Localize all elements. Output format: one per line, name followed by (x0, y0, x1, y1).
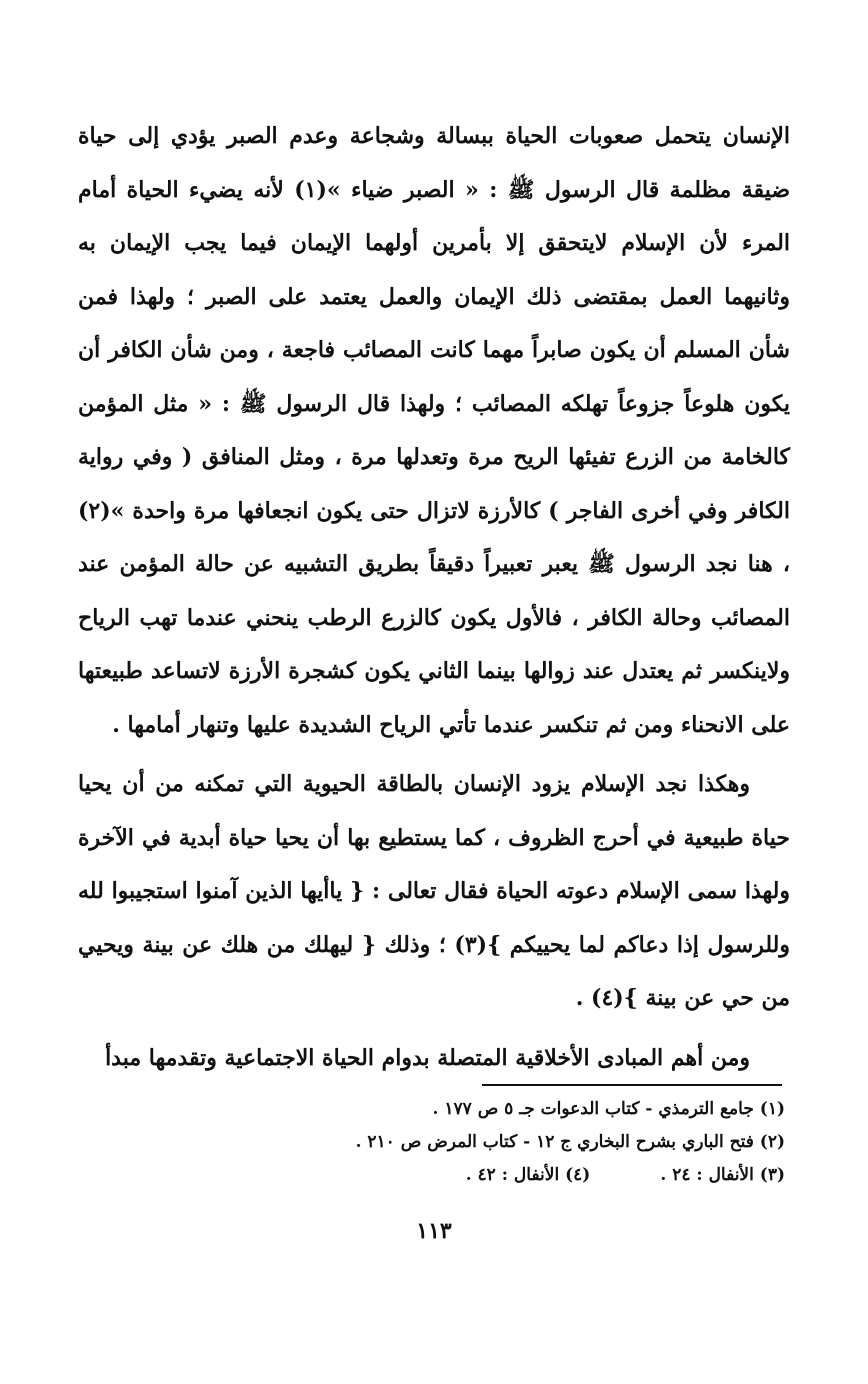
footnote-row (250, 1159, 785, 1192)
page-number: ١١٣ (416, 1218, 452, 1244)
main-text (78, 110, 790, 1085)
footnote-4: (٤) الأنفال : ٤٢ . (465, 1165, 591, 1185)
footnote-3: (٣) الأنفال : ٢٤ . (660, 1165, 785, 1185)
paragraph-3: ومن أهم المبادى الأخلاقية المتصلة بدوام الحياة الاجتماعية وتقدمها مبدأ (105, 1044, 750, 1071)
footnote-2: (٢) فتح الباري بشرح البخاري ج ١٢ - كتاب المرض ص ٢١٠ . (355, 1132, 785, 1152)
footnote-separator (482, 1084, 782, 1086)
footnote-1: (١) جامع الترمذي - كتاب الدعوات جـ ٥ ص ١٧٧ . (432, 1099, 785, 1119)
paragraph-2: وهكذا نجد الإسلام يزود الإنسان بالطاقة الحيوية التي تمكنه من أن يحيا حياة طبيعية في أحرج الظروف ، كما يستطيع بها أن يحيا حياة أبدية في الآخرة ولهذا سمى الإسلام دعوته الحياة فقال تعالى : { ياأيها الذين آمنوا استجيبوا لله وللرسول إذا دعاكم لما يحييكم }(٣) ؛ وذلك { ليهلك من هلك عن بينة ويحيي من حي عن بينة }(٤) . (78, 771, 790, 1011)
paragraph-1: الإنسان يتحمل صعوبات الحياة ببسالة وشجاعة وعدم الصبر يؤدي إلى حياة ضيقة مظلمة قال الرسول ﷺ : « الصبر ضياء »(١) لأنه يضيء الحياة أمام المرء لأن الإسلام لايتحقق إلا بأمرين أولهما الإيمان فيما يجب الإيمان به وثانيهما العمل بمقتضى ذلك الإيمان والعمل يعتمد على الصبر ؛ ولهذا فمن شأن المسلم أن يكون صابراً مهما كانت المصائب فاجعة ، ومن شأن الكافر أن يكون هلوعاً جزوعاً تهلكه المصائب ؛ ولهذا قال الرسول ﷺ : « مثل المؤمن كالخامة من الزرع تفيئها الريح مرة وتعدلها مرة ، ومثل المنافق ( وفي رواية الكافر وفي أخرى الفاجر ) كالأرزة لاتزال حتى يكون انجعافها مرة واحدة »(٢) ، هنا نجد الرسول ﷺ يعبر تعبيراً دقيقاً بطريق التشبيه عن حالة المؤمن عند المصائب وحالة الكافر ، فالأول يكون كالزرع الرطب ينحني عندما تهب الرياح ولاينكسر ثم يعتدل عند زوالها بينما الثاني يكون كشجرة الأرزة لاتساعد طبيعتها على الانحناء ومن ثم تنكسر عندما تأتي الرياح الشديدة عليها وتنهار أمامها . (78, 123, 791, 738)
footnotes (250, 1093, 785, 1192)
